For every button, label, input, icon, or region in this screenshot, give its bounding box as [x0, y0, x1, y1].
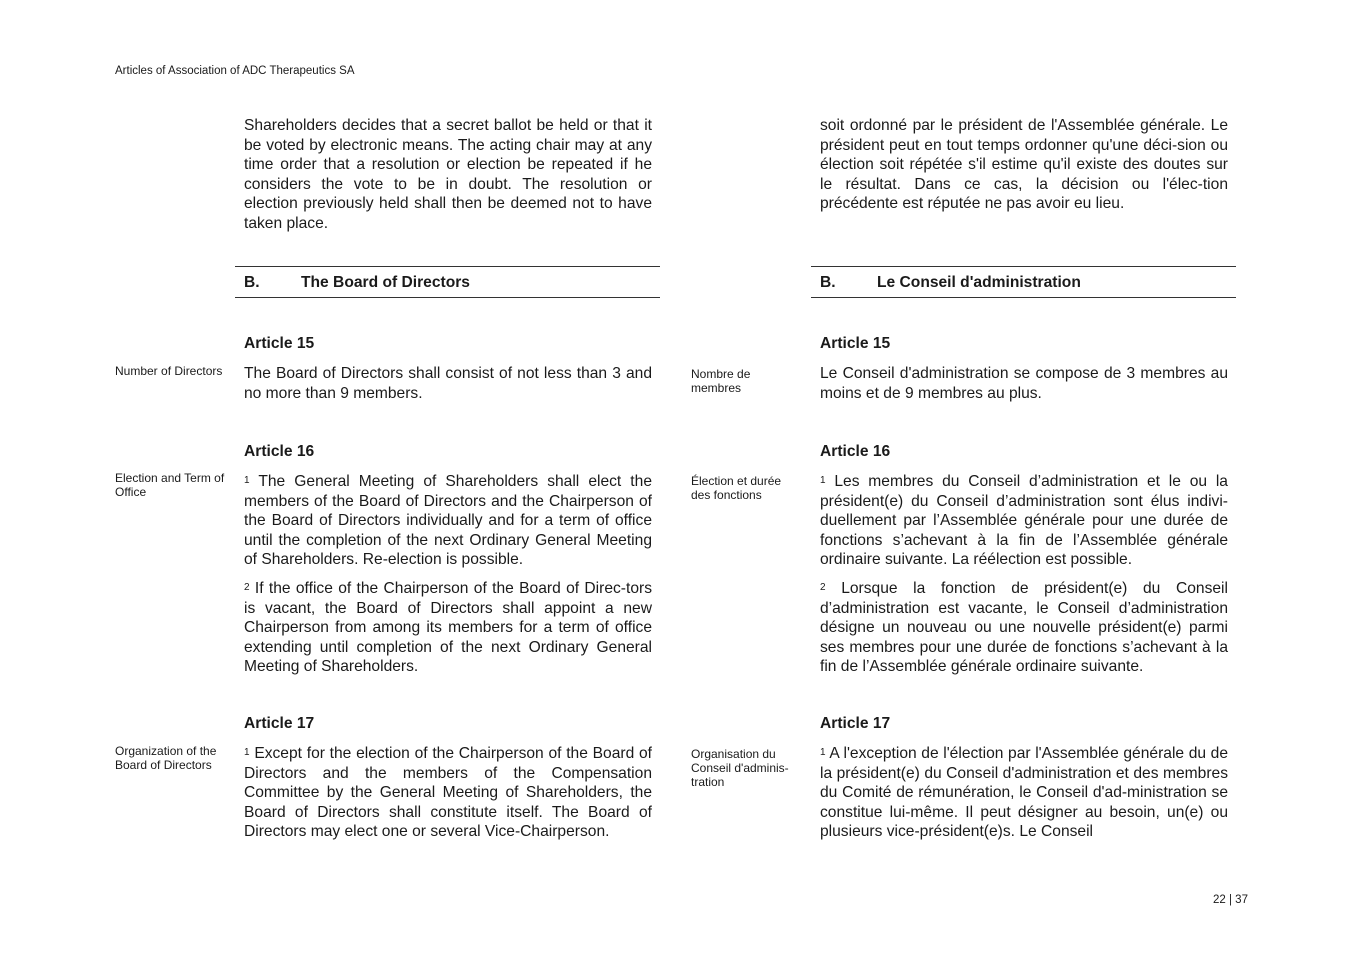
english-continuation-paragraph: Shareholders decides that a secret ballot be held or that it be voted by electronic means. The acting chair may at any time order that a resolution or election be repeated if he considers the vote to be in doubt. The resolution or election previously held shall then be deemed not to have taken place.	[244, 117, 652, 232]
english-article-17-p1-text: Except for the election of the Chairperson of the Board of Directors and the members of the Compensation Committee by the General Meeting of Shareholders, the Board of Directors shall constitute itself. The Board of Directors may elect one or several Vice-Chairperson.	[244, 745, 652, 840]
french-article-17-p1-number: 1	[820, 747, 826, 758]
english-article-15-text: The Board of Directors shall consist of not less than 3 and no more than 9 members.	[244, 365, 652, 402]
english-article-16-p1-text: The General Meeting of Shareholders shall elect the members of the Board of Directors and the Chairperson of the Board of Directors individually and for a term of office until the completion of the next Ordinary General Meeting of Shareholders. Re-election is possible.	[244, 473, 652, 568]
english-section-heading	[235, 266, 660, 298]
french-article-15-margin-note: Nombre de membres	[691, 367, 751, 395]
french-article-16-p1-number: 1	[820, 475, 826, 486]
english-article-17-paragraph-1	[244, 744, 652, 842]
french-article-16-title: Article 16	[820, 443, 891, 460]
french-section-letter: B.	[820, 274, 836, 291]
french-article-15-title: Article 15	[820, 335, 891, 352]
french-article-15-text: Le Conseil d'administration se compose de 3 membres au moins et de 9 membres au plus.	[820, 365, 1228, 402]
english-article-16-p2-text: If the office of the Chairperson of the Board of Direc-tors is vacant, the Board of Directors shall appoint a new Chairperson from among its members for a term of office extending until completion of the next Ordinary General Meeting of Shareholders.	[244, 580, 652, 675]
english-article-17-p1-number: 1	[244, 747, 250, 758]
english-article-17-title: Article 17	[244, 715, 315, 732]
french-article-16-p1-text: Les membres du Conseil d’administration et le ou la président(e) du Conseil d’administration sont élus indivi-duellement par l’Assemblée générale pour une durée de fonctions s’achevant à la fin de l’Assemblée générale ordinaire suivante. La réélection est possible.	[820, 473, 1228, 568]
english-section-letter: B.	[244, 274, 260, 291]
french-continuation-paragraph: soit ordonné par le président de l'Assemblée générale. Le président peut en tout temps ordonner qu'une déci-sion ou élection soit répétée s'il estime qu'il existe des doutes sur le résultat. Dans ce cas, la décision ou l'élec-tion précédente est réputée ne pas avoir eu lieu.	[820, 117, 1228, 212]
english-article-15-title: Article 15	[244, 335, 315, 352]
english-article-15-margin-note: Number of Directors	[115, 364, 223, 378]
french-article-17-margin-note: Organisation du Conseil d'adminis-tration	[691, 747, 789, 789]
english-article-16-margin-note: Election and Term of Office	[115, 471, 225, 499]
french-article-17-paragraph-1	[820, 744, 1228, 842]
english-article-16-paragraph-2	[244, 579, 652, 677]
english-section-title: The Board of Directors	[301, 274, 470, 291]
english-article-16-p1-number: 1	[244, 475, 250, 486]
english-article-16-title: Article 16	[244, 443, 315, 460]
french-section-heading	[811, 266, 1236, 298]
french-article-16-p2-text: Lorsque la fonction de président(e) du Conseil d’administration est vacante, le Conseil d’administration désigne un nouveau ou une nouvelle président(e) parmi ses membres pour une durée de fonctions s’achevant à la fin de l’Assemblée générale ordinaire suivante.	[820, 580, 1228, 675]
french-article-16-paragraph-1	[820, 472, 1228, 570]
english-article-17-margin-note: Organization of the Board of Directors	[115, 744, 217, 772]
document-header: Articles of Association of ADC Therapeutics SA	[115, 65, 355, 77]
french-article-17-title: Article 17	[820, 715, 891, 732]
french-article-17-p1-text: A l'exception de l'élection par l'Assemblée générale du de la président(e) du Conseil d'administration et des membres du Comité de rémunération, le Conseil d'ad-ministration se constitue lui-même. Il peut désigner au besoin, un(e) ou plusieurs vice-président(e)s. Le Conseil	[820, 745, 1228, 840]
french-article-16-paragraph-2	[820, 579, 1228, 677]
french-section-title: Le Conseil d'administration	[877, 274, 1081, 291]
french-article-16-margin-note: Élection et durée des fonctions	[691, 474, 782, 502]
english-article-16-paragraph-1	[244, 472, 652, 570]
page-number: 22 | 37	[1213, 894, 1248, 906]
french-article-16-p2-number: 2	[820, 582, 826, 593]
english-article-16-p2-number: 2	[244, 582, 250, 593]
